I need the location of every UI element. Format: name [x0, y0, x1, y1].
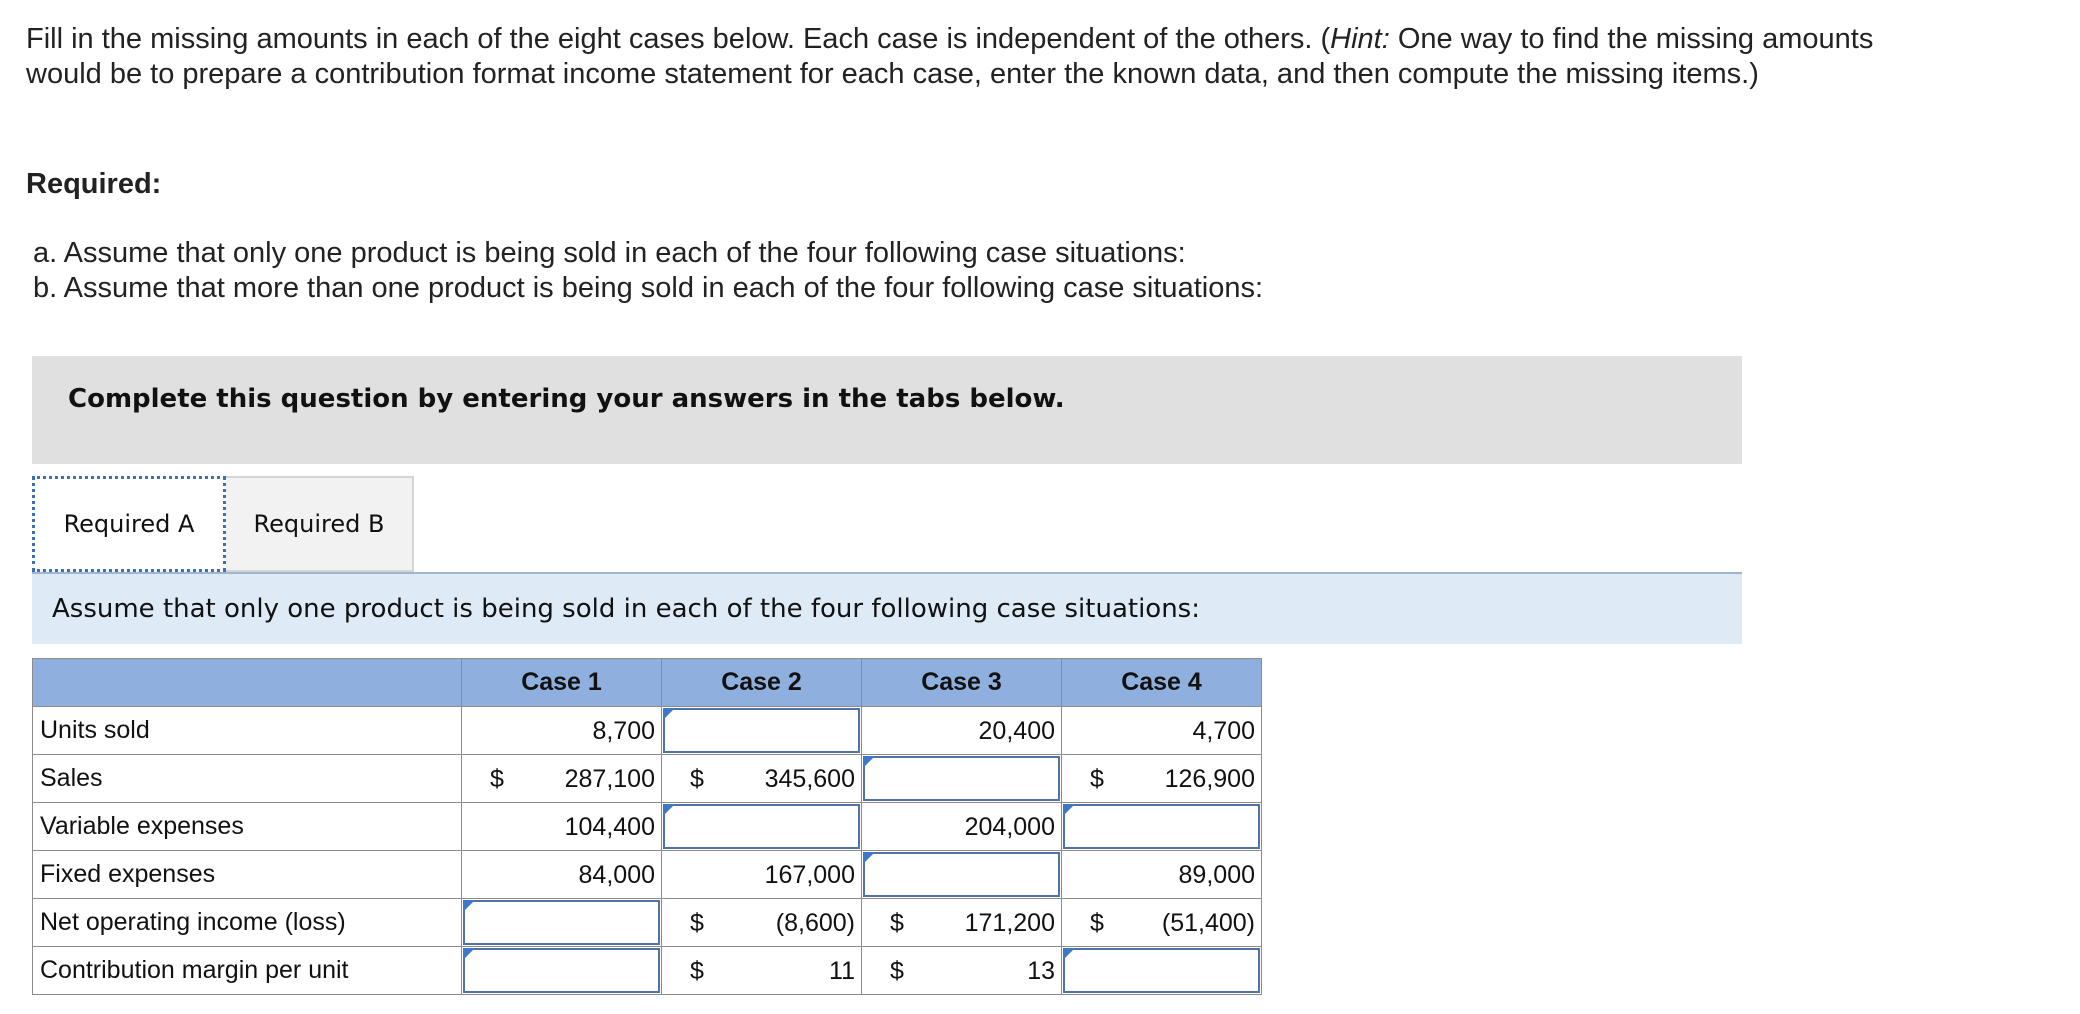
table-cell[interactable]: [462, 947, 662, 995]
question-text: Fill in the missing amounts in each of the eight cases below. Each case is independent of the others. (Hint: One way to find the missing amounts would be to prepare a contribution format income statement for each case, enter the known data, and then compute the missing items.): [26, 23, 1874, 90]
cell-content: [862, 707, 1061, 754]
row-label: Contribution margin per unit: [33, 947, 462, 995]
cell-content: [662, 851, 861, 898]
answer-input[interactable]: [463, 900, 660, 945]
column-header-case-3: Case 3: [862, 659, 1062, 707]
cell-value: 13: [1027, 957, 1055, 985]
currency-symbol: $: [690, 765, 704, 793]
cell-value: 171,200: [964, 909, 1055, 937]
cell-value: 104,400: [564, 813, 655, 841]
cell-content: [662, 707, 861, 754]
table-cell[interactable]: [462, 899, 662, 947]
cell-content: [862, 899, 1061, 946]
table-cell: [462, 851, 662, 899]
currency-symbol: $: [1090, 765, 1104, 793]
table-cell: [862, 707, 1062, 755]
currency-symbol: $: [690, 957, 704, 985]
answer-input[interactable]: [1063, 804, 1260, 849]
input-marker-icon: [1063, 948, 1075, 960]
cell-content: [862, 851, 1061, 898]
table-cell: [662, 947, 862, 995]
input-marker-icon: [663, 708, 675, 720]
tab-instruction-panel: [32, 574, 1742, 644]
cell-content: [1062, 947, 1261, 994]
input-marker-icon: [863, 852, 875, 864]
cell-content: [662, 947, 861, 994]
table-row: [33, 803, 1262, 851]
cell-content: [862, 755, 1061, 802]
cell-content: [662, 803, 861, 850]
required-item-a: a. Assume that only one product is being sold in each of the four following case situations:: [33, 237, 1186, 269]
required-heading: Required:: [26, 168, 162, 200]
table-cell[interactable]: [1062, 947, 1262, 995]
input-marker-icon: [663, 804, 675, 816]
cell-value: 167,000: [764, 861, 855, 889]
table-cell[interactable]: [662, 707, 862, 755]
input-marker-icon: [463, 900, 475, 912]
cell-content: [662, 755, 861, 802]
table-cell: [862, 947, 1062, 995]
cell-value: 126,900: [1164, 765, 1255, 793]
answer-input[interactable]: [663, 804, 860, 849]
table-row: [33, 851, 1262, 899]
answer-input[interactable]: [1063, 948, 1260, 993]
cell-content: [462, 851, 661, 898]
cell-content: [1062, 899, 1261, 946]
table-cell: [662, 899, 862, 947]
banner-text: Complete this question by entering your answers in the tabs below.: [68, 384, 1065, 414]
table-cell: [1062, 899, 1262, 947]
header-row: [33, 659, 1262, 707]
column-header-case-2: Case 2: [662, 659, 862, 707]
cell-content: [462, 899, 661, 946]
currency-symbol: $: [690, 909, 704, 937]
currency-symbol: $: [890, 957, 904, 985]
tab-required-a[interactable]: Required A: [32, 476, 226, 572]
cell-value: 8,700: [592, 717, 655, 745]
currency-symbol: $: [1090, 909, 1104, 937]
cell-value: (8,600): [775, 909, 855, 937]
table-cell[interactable]: [1062, 803, 1262, 851]
tab-required-b[interactable]: Required B: [226, 476, 414, 572]
cell-value: 89,000: [1178, 861, 1255, 889]
column-header-case-1: Case 1: [462, 659, 662, 707]
table-cell[interactable]: [862, 755, 1062, 803]
row-label: Net operating income (loss): [33, 899, 462, 947]
cell-content: [462, 707, 661, 754]
cell-content: [462, 755, 661, 802]
required-list: [33, 236, 1263, 306]
cell-value: 204,000: [964, 813, 1055, 841]
cell-value: 287,100: [564, 765, 655, 793]
table-cell[interactable]: [662, 803, 862, 851]
input-marker-icon: [1063, 804, 1075, 816]
currency-symbol: $: [490, 765, 504, 793]
cell-content: [1062, 803, 1261, 850]
column-header-case-4: Case 4: [1062, 659, 1262, 707]
table-cell: [662, 755, 862, 803]
row-label: Variable expenses: [33, 803, 462, 851]
table-row: [33, 755, 1262, 803]
instruction-banner: [32, 356, 1742, 464]
input-marker-icon: [863, 756, 875, 768]
cell-content: [662, 899, 861, 946]
cell-value: 345,600: [764, 765, 855, 793]
cell-value: (51,400): [1161, 909, 1255, 937]
row-label: Sales: [33, 755, 462, 803]
row-label: Fixed expenses: [33, 851, 462, 899]
required-item-b: b. Assume that more than one product is being sold in each of the four following case situations:: [33, 272, 1264, 304]
cell-content: [1062, 851, 1261, 898]
cell-content: [1062, 755, 1261, 802]
answer-input[interactable]: [863, 756, 1060, 801]
cell-content: [462, 803, 661, 850]
table-cell[interactable]: [862, 851, 1062, 899]
row-label: Units sold: [33, 707, 462, 755]
table-cell: [862, 803, 1062, 851]
hint-label: Hint:: [1330, 23, 1390, 55]
table-cell: [662, 851, 862, 899]
table-cell: [1062, 755, 1262, 803]
table-row: [33, 899, 1262, 947]
cell-content: [862, 947, 1061, 994]
header-corner: [33, 659, 462, 707]
table-cell: [1062, 851, 1262, 899]
answer-input[interactable]: [863, 852, 1060, 897]
cell-content: [1062, 707, 1261, 754]
cell-content: [462, 947, 661, 994]
input-marker-icon: [463, 948, 475, 960]
table-row: [33, 947, 1262, 995]
cell-value: 84,000: [578, 861, 655, 889]
tab-instruction-text: Assume that only one product is being sold in each of the four following case situations:: [52, 594, 1200, 624]
table-cell: [462, 707, 662, 755]
case-table: [32, 658, 1262, 995]
cell-value: 20,400: [978, 717, 1055, 745]
cell-value: 4,700: [1192, 717, 1255, 745]
table-row: [33, 707, 1262, 755]
table-cell: [1062, 707, 1262, 755]
table-cell: [462, 803, 662, 851]
answer-input[interactable]: [463, 948, 660, 993]
table-cell: [462, 755, 662, 803]
answer-input[interactable]: [663, 708, 860, 753]
cell-value: 11: [829, 957, 855, 985]
table-cell: [862, 899, 1062, 947]
cell-content: [862, 803, 1061, 850]
currency-symbol: $: [890, 909, 904, 937]
